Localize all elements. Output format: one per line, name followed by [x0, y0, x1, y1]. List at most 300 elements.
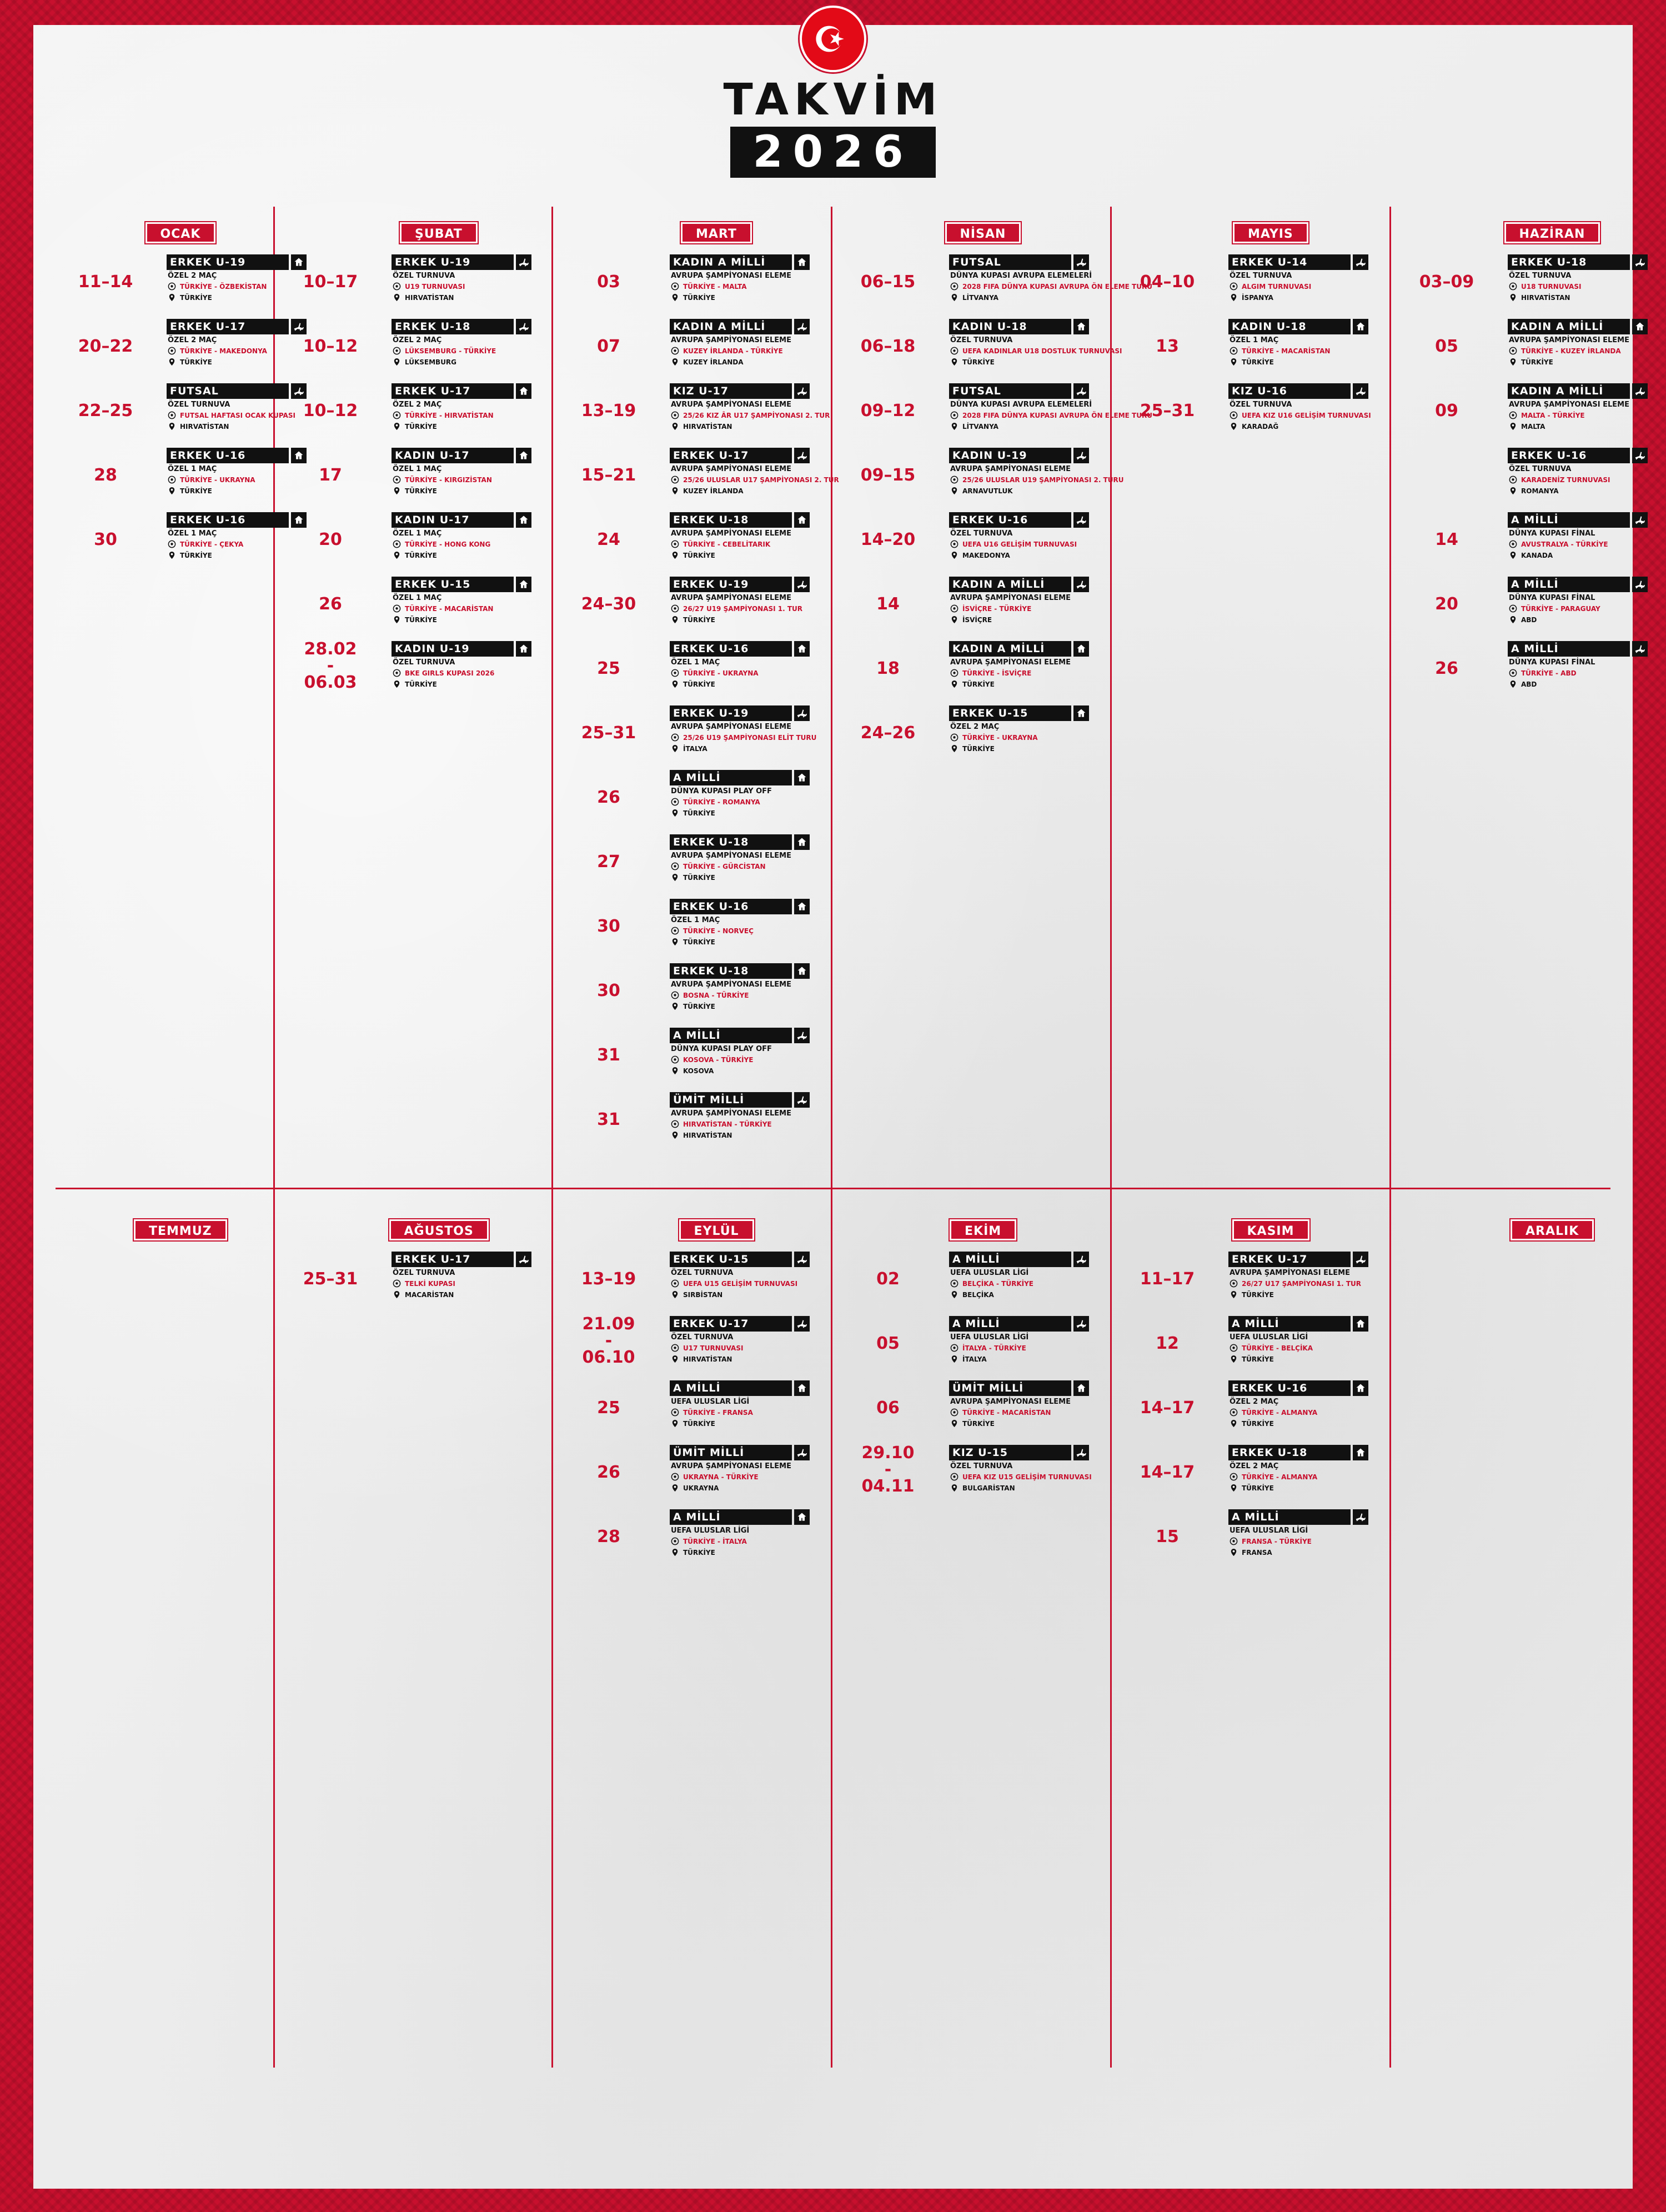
event-item: [553, 1092, 832, 1148]
event-item: [832, 1316, 1111, 1372]
event-type: ÖZEL 1 MAÇ: [1230, 336, 1279, 344]
month-eylül: [553, 1219, 832, 2164]
event-location-text: TÜRKİYE: [1242, 1420, 1274, 1428]
away-plane-icon: [794, 383, 810, 399]
event-item: [1112, 1509, 1391, 1565]
event-match: [1230, 1409, 1317, 1417]
event-team: ERKEK U-19: [670, 577, 792, 592]
football-icon: [950, 540, 959, 548]
event-location-text: TÜRKİYE: [180, 358, 212, 366]
away-plane-icon: [1353, 1252, 1368, 1267]
away-plane-icon: [1632, 383, 1648, 399]
event-date: 10–12: [303, 401, 358, 421]
event-date: 24–26: [860, 723, 916, 743]
month-şubat: [275, 222, 554, 1167]
event-team: ERKEK U-17: [392, 383, 514, 399]
event-item: [275, 254, 554, 310]
event-location: [168, 294, 212, 302]
location-pin-icon: [950, 293, 959, 302]
location-pin-icon: [671, 1548, 679, 1557]
home-icon: [794, 1380, 810, 1396]
event-location: [168, 358, 212, 366]
event-location-text: ABD: [1521, 616, 1537, 624]
event-type: AVRUPA ŞAMPİYONASI ELEME: [1509, 336, 1629, 344]
football-icon: [671, 540, 679, 548]
event-team: KIZ U-15: [949, 1445, 1071, 1460]
location-pin-icon: [671, 1419, 679, 1428]
away-plane-icon: [1632, 577, 1648, 592]
home-icon: [794, 641, 810, 657]
location-pin-icon: [393, 1290, 401, 1299]
event-location-text: SIRBİSTAN: [683, 1291, 723, 1299]
header: [0, 0, 1666, 178]
event-type: ÖZEL 1 MAÇ: [671, 916, 720, 924]
event-team: ERKEK U-18: [670, 834, 792, 850]
event-type: ÖZEL TURNUVA: [393, 272, 455, 280]
event-match-text: TÜRKİYE - ABD: [1521, 669, 1577, 677]
event-date: 25–31: [581, 723, 636, 743]
event-date: 25–31: [303, 1269, 358, 1289]
event-type: ÖZEL 2 MAÇ: [950, 723, 1000, 731]
football-icon: [393, 411, 401, 419]
football-icon: [1509, 604, 1517, 613]
event-type: ÖZEL TURNUVA: [393, 1269, 455, 1277]
event-location: [671, 1484, 719, 1492]
page-title: TAKVİM: [723, 75, 943, 125]
event-match-text: TÜRKİYE - HIRVATİSTAN: [405, 412, 494, 419]
event-team: KADIN U-18: [1228, 319, 1351, 334]
football-icon: [950, 669, 959, 677]
event-date: 28: [597, 1527, 620, 1547]
month-aralik: [1391, 1219, 1666, 2164]
event-match-text: UEFA U16 GELİŞİM TURNUVASI: [962, 541, 1077, 548]
event-location-text: TÜRKİYE: [683, 809, 715, 817]
event-item: [832, 512, 1111, 568]
home-icon: [794, 834, 810, 850]
event-location: [393, 552, 437, 559]
event-date: 09: [1435, 401, 1458, 421]
month-mart: [553, 222, 839, 1167]
event-type: DÜNYA KUPASI AVRUPA ELEMELERİ: [950, 401, 1092, 409]
event-location: [671, 745, 707, 753]
event-location-text: KARADAĞ: [1242, 423, 1279, 431]
event-item: [832, 1380, 1111, 1436]
event-date: 28.02 - 06.03: [304, 639, 357, 692]
location-pin-icon: [1230, 1290, 1238, 1299]
event-match-text: TÜRKİYE - İSVİÇRE: [962, 669, 1032, 677]
event-match: [393, 541, 490, 548]
event-location-text: ARNAVUTLUK: [962, 487, 1013, 495]
event-item: [1112, 1252, 1391, 1307]
event-match: [1509, 605, 1600, 613]
football-icon: [1230, 411, 1238, 419]
event-match-text: KARADENİZ TURNUVASI: [1521, 476, 1610, 484]
event-date: 26: [1435, 659, 1458, 678]
event-location: [1230, 1355, 1274, 1363]
event-match: [1509, 669, 1577, 677]
location-pin-icon: [950, 551, 959, 559]
event-location: [671, 294, 715, 302]
event-location: [950, 1291, 994, 1299]
event-item: [1391, 512, 1666, 568]
event-match: [393, 412, 494, 419]
event-type: ÖZEL 1 MAÇ: [393, 594, 442, 602]
event-team: A MİLLİ: [1228, 1316, 1351, 1332]
event-match-text: KOSOVA - TÜRKİYE: [683, 1056, 754, 1064]
event-match: [671, 734, 816, 742]
event-location-text: KANADA: [1521, 552, 1553, 559]
event-match-text: AVUSTRALYA - TÜRKİYE: [1521, 541, 1608, 548]
home-icon: [794, 1509, 810, 1525]
event-date: 27: [597, 852, 620, 872]
event-team: KADIN U-19: [392, 641, 514, 657]
football-icon: [671, 862, 679, 870]
event-type: UEFA ULUSLAR LİGİ: [1230, 1333, 1308, 1342]
event-item: [1391, 448, 1666, 503]
event-location-text: İTALYA: [962, 1355, 987, 1363]
event-team: KADIN A MİLLİ: [1508, 383, 1630, 399]
event-location: [393, 294, 454, 302]
page-year: 2026: [730, 127, 936, 178]
football-icon: [1230, 1279, 1238, 1288]
away-plane-icon: [1353, 1509, 1368, 1525]
event-team: ERKEK U-18: [1508, 254, 1630, 270]
event-match-text: BELÇİKA - TÜRKİYE: [962, 1280, 1034, 1288]
event-type: AVRUPA ŞAMPİYONASI ELEME: [671, 723, 791, 731]
event-location: [671, 1132, 732, 1139]
event-match-text: BOSNA - TÜRKİYE: [683, 992, 749, 999]
home-icon: [1632, 319, 1648, 334]
event-date: 04–10: [1140, 272, 1195, 292]
event-location-text: HIRVATİSTAN: [180, 423, 229, 431]
event-item: [553, 834, 832, 890]
event-date: 18: [876, 659, 900, 678]
event-date: 09–15: [860, 466, 916, 485]
event-type: ÖZEL 1 MAÇ: [671, 658, 720, 667]
event-location: [671, 1549, 715, 1557]
event-date: 24: [597, 530, 620, 549]
event-type: AVRUPA ŞAMPİYONASI ELEME: [950, 465, 1071, 473]
event-item: [1112, 1445, 1391, 1500]
football-icon: [1509, 347, 1517, 355]
event-team: ERKEK U-17: [670, 448, 792, 463]
event-location: [950, 552, 1010, 559]
event-match: [671, 1538, 747, 1545]
football-icon: [168, 540, 176, 548]
event-date: 13–19: [581, 1269, 636, 1289]
football-icon: [1230, 1344, 1238, 1352]
event-location: [950, 680, 995, 688]
location-pin-icon: [950, 615, 959, 624]
event-type: ÖZEL 2 MAÇ: [1230, 1462, 1279, 1470]
football-icon: [950, 282, 959, 291]
event-date: 14: [1435, 530, 1458, 549]
event-item: [553, 770, 832, 825]
event-location-text: TÜRKİYE: [405, 487, 437, 495]
month-label: AĞUSTOS: [389, 1219, 489, 1240]
event-match-text: TÜRKİYE - MACARİSTAN: [1242, 347, 1331, 355]
event-location-text: HIRVATİSTAN: [683, 1132, 732, 1139]
row-divider: [56, 1188, 1610, 1189]
event-type: ÖZEL TURNUVA: [671, 1269, 734, 1277]
location-pin-icon: [671, 1067, 679, 1075]
event-team: A MİLLİ: [949, 1252, 1071, 1267]
event-item: [1112, 319, 1391, 374]
location-pin-icon: [671, 293, 679, 302]
football-icon: [950, 1408, 959, 1417]
month-hazi̇ran: [1391, 222, 1666, 1167]
event-location: [950, 1420, 995, 1428]
location-pin-icon: [671, 873, 679, 882]
event-type: UEFA ULUSLAR LİGİ: [950, 1333, 1029, 1342]
location-pin-icon: [671, 358, 679, 366]
event-location-text: TÜRKİYE: [962, 358, 995, 366]
location-pin-icon: [393, 680, 401, 688]
football-icon: [1509, 669, 1517, 677]
event-location: [393, 1291, 454, 1299]
location-pin-icon: [671, 1355, 679, 1363]
event-match: [950, 605, 1031, 613]
away-plane-icon: [1073, 448, 1089, 463]
event-location-text: İSPANYA: [1242, 294, 1273, 302]
event-date: 07: [597, 337, 620, 356]
football-icon: [671, 476, 679, 484]
football-icon: [671, 1055, 679, 1064]
event-item: [275, 383, 554, 439]
location-pin-icon: [671, 1290, 679, 1299]
event-location-text: TÜRKİYE: [405, 423, 437, 431]
event-item: [553, 641, 832, 697]
event-item: [553, 705, 832, 761]
month-label: EKİM: [950, 1219, 1016, 1240]
event-item: [553, 577, 832, 632]
event-location-text: HIRVATİSTAN: [683, 423, 732, 431]
away-plane-icon: [794, 448, 810, 463]
home-icon: [1073, 641, 1089, 657]
event-match-text: KUZEY İRLANDA - TÜRKİYE: [683, 347, 783, 355]
event-match: [1509, 476, 1610, 484]
event-location-text: TÜRKİYE: [962, 1420, 995, 1428]
home-icon: [1073, 319, 1089, 334]
event-type: DÜNYA KUPASI PLAY OFF: [671, 787, 772, 795]
event-date: 05: [876, 1334, 900, 1353]
away-plane-icon: [1073, 1445, 1089, 1460]
event-team: ERKEK U-15: [949, 705, 1071, 721]
event-date: 14–17: [1140, 1398, 1195, 1418]
event-match-text: U17 TURNUVASI: [683, 1344, 744, 1352]
event-location: [671, 938, 715, 946]
event-date: 28: [94, 466, 117, 485]
event-team: KADIN A MİLLİ: [670, 319, 792, 334]
event-date: 11–14: [78, 272, 133, 292]
event-team: ERKEK U-17: [167, 319, 289, 334]
event-item: [553, 899, 832, 954]
event-team: ERKEK U-16: [670, 641, 792, 657]
event-location: [671, 423, 732, 431]
location-pin-icon: [671, 938, 679, 946]
month-ni̇san: [832, 222, 1152, 1167]
football-icon: [671, 1279, 679, 1288]
event-match-text: TÜRKİYE - GÜRCİSTAN: [683, 863, 766, 870]
event-type: DÜNYA KUPASI PLAY OFF: [671, 1045, 772, 1053]
away-plane-icon: [1632, 448, 1648, 463]
event-location: [1509, 358, 1553, 366]
event-match: [671, 283, 747, 291]
home-icon: [516, 383, 531, 399]
event-match-text: 26/27 U19 ŞAMPİYONASI 1. TUR: [683, 605, 803, 613]
event-date: 15–21: [581, 466, 636, 485]
event-match-text: 25/26 ULUSLAR U17 ŞAMPİYONASI 2. TUR: [683, 476, 839, 484]
event-match-text: UKRAYNA - TÜRKİYE: [683, 1473, 759, 1481]
event-team: ERKEK U-19: [670, 705, 792, 721]
event-date: 17: [319, 466, 342, 485]
event-item: [832, 448, 1124, 503]
home-icon: [1073, 705, 1089, 721]
event-match: [168, 541, 243, 548]
event-team: ERKEK U-17: [392, 1252, 514, 1267]
football-icon: [950, 1344, 959, 1352]
event-location: [393, 616, 437, 624]
event-match-text: TÜRKİYE - FRANSA: [683, 1409, 753, 1417]
event-match-text: BKE GIRLS KUPASI 2026: [405, 669, 495, 677]
event-match-text: U18 TURNUVASI: [1521, 283, 1582, 291]
football-icon: [671, 411, 679, 419]
event-location: [950, 358, 995, 366]
month-label: ŞUBAT: [400, 222, 478, 243]
football-icon: [671, 927, 679, 935]
event-location: [1509, 616, 1537, 624]
event-match-text: TELKİ KUPASI: [405, 1280, 455, 1288]
event-item: [832, 319, 1122, 374]
football-icon: [671, 1473, 679, 1481]
location-pin-icon: [168, 358, 176, 366]
event-item: [553, 319, 832, 374]
location-pin-icon: [168, 487, 176, 495]
event-date: 20: [319, 530, 342, 549]
event-item: [275, 641, 554, 697]
event-match-text: 26/27 U17 ŞAMPİYONASI 1. TUR: [1242, 1280, 1362, 1288]
football-icon: [168, 347, 176, 355]
event-type: UEFA ULUSLAR LİGİ: [950, 1269, 1029, 1277]
event-item: [553, 383, 832, 439]
event-match: [950, 347, 1122, 355]
event-location: [671, 680, 715, 688]
away-plane-icon: [794, 705, 810, 721]
event-location-text: TÜRKİYE: [1242, 1484, 1274, 1492]
away-plane-icon: [794, 1092, 810, 1108]
location-pin-icon: [671, 744, 679, 753]
event-location: [671, 1291, 722, 1299]
event-team: A MİLLİ: [670, 1028, 792, 1043]
event-location-text: KUZEY İRLANDA: [683, 487, 744, 495]
away-plane-icon: [1073, 383, 1089, 399]
event-item: [1391, 383, 1666, 439]
event-match-text: UEFA KADINLAR U18 DOSTLUK TURNUVASI: [962, 347, 1122, 355]
home-icon: [794, 512, 810, 528]
event-location-text: FRANSA: [1242, 1549, 1272, 1557]
home-icon: [1073, 1380, 1089, 1396]
event-type: ÖZEL TURNUVA: [168, 401, 230, 409]
event-match-text: TÜRKİYE - HONG KONG: [405, 541, 491, 548]
event-location: [393, 423, 437, 431]
home-icon: [1353, 1316, 1368, 1332]
location-pin-icon: [1509, 293, 1517, 302]
event-team: A MİLLİ: [670, 770, 792, 785]
event-location: [950, 1355, 987, 1363]
event-item: [553, 448, 839, 503]
location-pin-icon: [1230, 358, 1238, 366]
event-date: 15: [1156, 1527, 1179, 1547]
event-match-text: TÜRKİYE - İTALYA: [683, 1538, 747, 1545]
event-type: AVRUPA ŞAMPİYONASI ELEME: [671, 401, 791, 409]
event-item: [275, 512, 554, 568]
football-icon: [1230, 1537, 1238, 1545]
event-match-text: TÜRKİYE - ÖZBEKİSTAN: [180, 283, 267, 291]
event-match: [1509, 541, 1608, 548]
event-type: AVRUPA ŞAMPİYONASI ELEME: [671, 594, 791, 602]
event-team: ERKEK U-16: [167, 448, 289, 463]
event-match-text: FRANSA - TÜRKİYE: [1242, 1538, 1312, 1545]
event-location-text: TÜRKİYE: [180, 487, 212, 495]
event-date: 10–17: [303, 272, 358, 292]
event-type: AVRUPA ŞAMPİYONASI ELEME: [950, 594, 1071, 602]
event-date: 25: [597, 659, 620, 678]
event-date: 26: [319, 594, 342, 614]
location-pin-icon: [950, 1484, 959, 1492]
event-match-text: TÜRKİYE - CEBELİTARIK: [683, 541, 771, 548]
location-pin-icon: [671, 422, 679, 431]
event-type: ÖZEL TURNUVA: [1230, 272, 1292, 280]
location-pin-icon: [950, 1355, 959, 1363]
football-icon: [1230, 1408, 1238, 1417]
event-location: [671, 1355, 732, 1363]
home-icon: [794, 963, 810, 979]
home-icon: [794, 899, 810, 914]
event-type: ÖZEL 2 MAÇ: [393, 336, 442, 344]
event-item: [832, 383, 1152, 439]
event-date: 31: [597, 1045, 620, 1065]
event-type: AVRUPA ŞAMPİYONASI ELEME: [950, 1398, 1071, 1406]
home-icon: [516, 641, 531, 657]
event-match-text: İTALYA - TÜRKİYE: [962, 1344, 1026, 1352]
event-match: [671, 412, 830, 419]
location-pin-icon: [1230, 422, 1238, 431]
event-match-text: FUTSAL HAFTASI OCAK KUPASI: [180, 412, 295, 419]
event-team: ERKEK U-19: [167, 254, 289, 270]
event-match-text: TÜRKİYE - MALTA: [683, 283, 747, 291]
event-date: 24–30: [581, 594, 636, 614]
location-pin-icon: [950, 487, 959, 495]
football-icon: [671, 1537, 679, 1545]
event-type: ÖZEL 1 MAÇ: [393, 465, 442, 473]
event-match-text: 25/26 U19 ŞAMPİYONASI ELİT TURU: [683, 734, 817, 742]
event-location-text: TÜRKİYE: [683, 1003, 715, 1010]
event-team: FUTSAL: [949, 383, 1071, 399]
event-type: ÖZEL TURNUVA: [393, 658, 455, 667]
event-match-text: TÜRKİYE - MAKEDONYA: [180, 347, 267, 355]
football-icon: [950, 1279, 959, 1288]
event-location-text: İTALYA: [683, 745, 707, 753]
event-match-text: U19 TURNUVASI: [405, 283, 465, 291]
event-item: [1112, 1316, 1391, 1372]
event-type: UEFA ULUSLAR LİGİ: [1230, 1527, 1308, 1535]
event-date: 06–18: [860, 337, 916, 356]
event-location: [671, 616, 715, 624]
event-location: [168, 423, 229, 431]
event-location: [1509, 680, 1537, 688]
event-match: [671, 1409, 753, 1417]
location-pin-icon: [1509, 551, 1517, 559]
